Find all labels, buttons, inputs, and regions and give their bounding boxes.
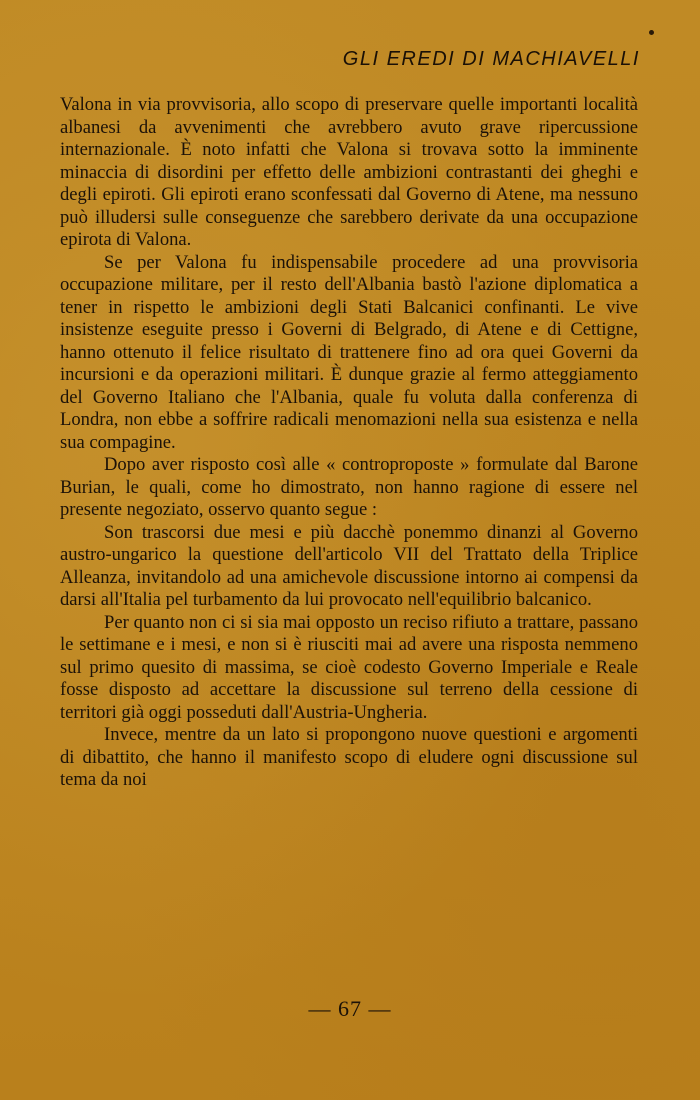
paragraph-5: Per quanto non ci si sia mai opposto un reciso rifiuto a trattare, passano le settimane e i mesi, e non si è riusciti mai ad avere una risposta nemmeno sul primo quesito di massima, se cioè codesto Governo Imperiale e Reale fosse disposto ad accettare la discussione sul terreno della cessione di territori già oggi posseduti dall'Austria-Ungheria. <box>60 611 638 723</box>
page-number: — 67 — <box>308 996 392 1021</box>
paragraph-3: Dopo aver risposto così alle « controproposte » formulate dal Barone Burian, le quali, come ho dimostrato, non hanno ragione di essere nel presente negoziato, osservo quanto segue : <box>60 454 638 520</box>
ink-speck <box>649 30 654 35</box>
paragraph-1: Valona in via provvisoria, allo scopo di preservare quelle importanti località albanesi da avvenimenti che avrebbero avuto grave ripercussione internazionale. È noto infatti che Valona si trovava sotto la imminente minaccia di disordini per effetto delle ambizioni contrastanti dei gheghi e degli epiroti. Gli epiroti erano sconfessati dal Governo di Atene, ma nessuno può illudersi sulle conseguenze che sarebbero derivate da una occupazione epirota di Valona. <box>60 94 638 250</box>
body-text <box>60 94 638 792</box>
paragraph-4: Son trascorsi due mesi e più dacchè ponemmo dinanzi al Governo austro-ungarico la questione dell'articolo VII del Trattato della Triplice Alleanza, invitandolo ad una amichevole discussione intorno ai compensi da darsi all'Italia pel turbamento da lui provocato nell'equilibrio balcanico. <box>60 521 638 610</box>
running-header: GLI EREDI DI MACHIAVELLI <box>342 48 640 70</box>
paragraph-2: Se per Valona fu indispensabile procedere ad una provvisoria occupazione militare, per il resto dell'Albania bastò l'azione diplomatica a tener in rispetto le ambizioni degli Stati Balcanici confinanti. Le vive insistenze eseguite presso i Governi di Belgrado, di Atene e di Cettigne, hanno ottenuto il felice risultato di trattenere fino ad ora quei Governi da incursioni e da operazioni militari. È dunque grazie al fermo atteggiamento del Governo Italiano che l'Albania, quale fu voluta dalla conferenza di Londra, non ebbe a soffrire radicali menomazioni nella sua esistenza e nella sua compagine. <box>60 251 638 453</box>
paragraph-6: Invece, mentre da un lato si propongono nuove questioni e argomenti di dibattito, che hanno il manifesto scopo di eludere ogni discussione sul tema da noi <box>60 724 638 790</box>
